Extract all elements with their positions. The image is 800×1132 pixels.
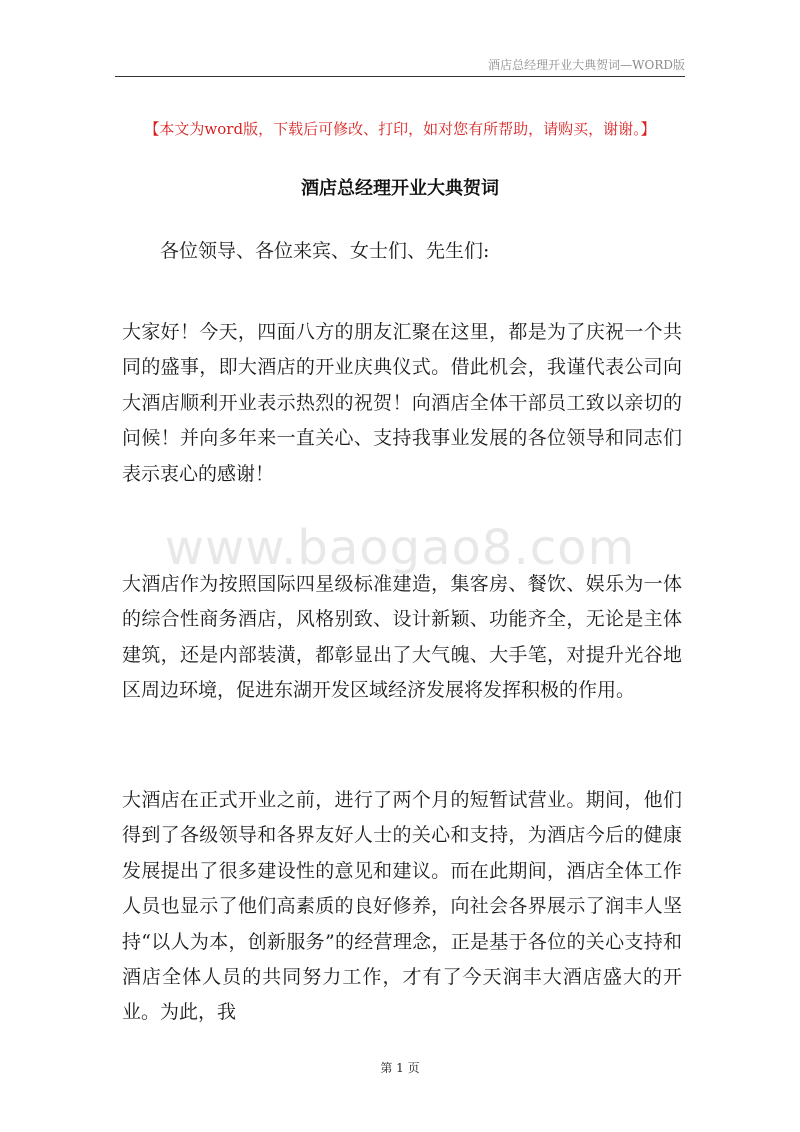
document-title: 酒店总经理开业大典贺词: [301, 178, 499, 199]
download-notice: 【本文为word版，下载后可修改、打印，如对您有所帮助，请购买，谢谢。】: [144, 120, 656, 138]
page-number: 第 1 页: [380, 1061, 420, 1075]
header-title: 酒店总经理开业大典贺词—WORD版: [488, 58, 685, 72]
paragraph-1: 大家好！今天，四面八方的朋友汇聚在这里，都是为了庆祝一个共同的盛事，即大酒店的开业庆典仪式。借此机会，我谨代表公司向大酒店顺利开业表示热烈的祝贺！向酒店全体干部员工致以亲切的问候！并向多年来一直关心、支持我事业发展的各位领导和同志们表示衷心的感谢！: [122, 321, 682, 485]
salutation: 各位领导、各位来宾、女士们、先生们:: [160, 240, 490, 262]
watermark: www.baogao8.com: [164, 520, 636, 576]
page-header: [115, 50, 685, 77]
paragraph-3: 大酒店在正式开业之前，进行了两个月的短暂试营业。期间，他们得到了各级领导和各界友好人士的关心和支持，为酒店今后的健康发展提出了很多建设性的意见和建议。而在此期间，酒店全体工作人员也显示了他们高素质的良好修养，向社会各界展示了润丰人坚持“以人为本，创新服务”的经营理念，正是基于各位的关心支持和酒店全体人员的共同努力工作，才有了今天润丰大酒店盛大的开业。为此，我: [122, 789, 682, 1024]
paragraph-2: 大酒店作为按照国际四星级标准建造，集客房、餐饮、娱乐为一体的综合性商务酒店，风格别致、设计新颖、功能齐全，无论是主体建筑，还是内部装潢，都彰显出了大气魄、大手笔，对提升光谷地区周边环境，促进东湖开发区域经济发展将发挥积极的作用。: [122, 573, 682, 702]
